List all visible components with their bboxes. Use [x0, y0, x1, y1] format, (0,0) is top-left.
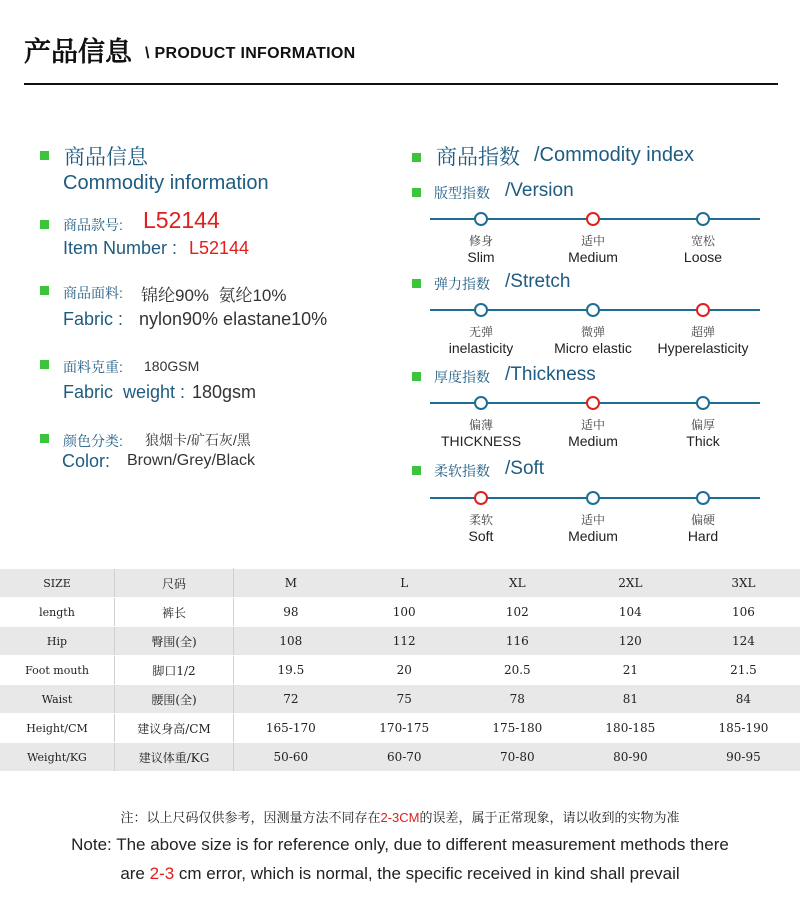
scale-option-cn: 适中	[580, 234, 605, 248]
size-table	[0, 568, 800, 772]
note-en-text-b: cm error, which is normal, the specific received in kind shall prevail	[174, 864, 680, 883]
item-label-en: Item Number :	[63, 238, 178, 258]
table-cell: 70-80	[461, 743, 574, 772]
scale-option	[421, 325, 541, 357]
scale-marker	[696, 212, 710, 226]
table-cell: 84	[687, 685, 800, 714]
table-cell: 175-180	[461, 714, 574, 743]
fabric-label-cn: 商品面料:	[63, 285, 123, 301]
table-cell: 165-170	[234, 714, 348, 743]
scale-option	[421, 234, 541, 266]
color-value-cn: 狼烟卡/矿石灰/黑	[145, 432, 251, 448]
scale-option-en: Medium	[568, 433, 618, 449]
page-subtitle: \ PRODUCT INFORMATION	[145, 45, 356, 62]
scale-option-en: Hyperelasticity	[657, 340, 749, 356]
table-cell: 臀围(全)	[115, 627, 234, 656]
color-value-en: Brown/Grey/Black	[127, 452, 256, 469]
scale-option	[643, 325, 763, 357]
scale-marker	[586, 491, 600, 505]
bullet-icon	[412, 372, 421, 381]
note-en-line2	[0, 864, 800, 884]
table-cell: Hip	[0, 627, 115, 656]
fabric-value-cn: 锦纶90% 氨纶10%	[141, 286, 287, 305]
scale-option	[533, 325, 653, 357]
scale-option-cn: 适中	[580, 418, 605, 432]
weight-value-en: 180gsm	[192, 382, 257, 402]
scale-option-en: Soft	[468, 528, 494, 544]
table-cell: length	[0, 598, 115, 627]
scale-option-cn: 微弹	[580, 325, 605, 339]
table-cell: 106	[687, 598, 800, 627]
table-cell: SIZE	[0, 569, 115, 598]
scale-option	[643, 418, 763, 450]
scale-marker	[696, 491, 710, 505]
scale-option-en: Micro elastic	[554, 340, 632, 356]
table-row	[0, 685, 800, 714]
page-title: 产品信息	[24, 37, 132, 67]
table-row	[0, 598, 800, 627]
scale-title-cn: 厚度指数	[434, 369, 490, 385]
table-cell: 112	[348, 627, 461, 656]
table-cell: 19.5	[234, 656, 348, 685]
table-cell: 60-70	[348, 743, 461, 772]
scale-marker	[474, 212, 488, 226]
bullet-icon	[40, 286, 49, 295]
scale-option-cn: 适中	[580, 513, 605, 527]
scale-option-en: Loose	[683, 249, 723, 265]
table-cell: 75	[348, 685, 461, 714]
table-cell: 裤长	[115, 598, 234, 627]
table-cell: 80-90	[574, 743, 687, 772]
note-en-text-a: are	[120, 864, 150, 883]
item-label-cn: 商品款号:	[63, 217, 123, 233]
weight-value-cn: 180GSM	[144, 358, 200, 374]
table-cell: 102	[461, 598, 574, 627]
table-row	[0, 656, 800, 685]
table-row	[0, 714, 800, 743]
scale-title-cn: 柔软指数	[434, 463, 490, 479]
table-cell: 腰围(全)	[115, 685, 234, 714]
index-title-cn: 商品指数	[436, 146, 520, 169]
scale-option-en: inelasticity	[448, 340, 514, 356]
note-cn-text-b: 的误差，属于正常现象，请以收到的实物为准	[419, 810, 680, 825]
scale-option-en: THICKNESS	[440, 433, 522, 449]
table-cell: Foot mouth	[0, 656, 115, 685]
bullet-icon	[412, 279, 421, 288]
table-cell: Weight/KG	[0, 743, 115, 772]
table-cell: 116	[461, 627, 574, 656]
scale-title-cn: 版型指数	[434, 185, 490, 201]
note-en-highlight: 2-3	[149, 864, 175, 883]
bullet-icon	[40, 434, 49, 443]
table-cell: 90-95	[687, 743, 800, 772]
note-cn-highlight: 2-3CM	[380, 810, 420, 825]
color-label-cn: 颜色分类:	[63, 433, 123, 449]
scale-marker	[474, 396, 488, 410]
scale-title-en: /Soft	[505, 458, 545, 479]
table-cell: 20.5	[461, 656, 574, 685]
note-cn-text-a: 注：以上尺码仅供参考，因测量方法不同存在	[120, 810, 381, 825]
scale-option-cn: 柔软	[468, 513, 493, 527]
scale-marker-selected	[474, 491, 488, 505]
bullet-icon	[40, 360, 49, 369]
table-cell: 120	[574, 627, 687, 656]
scale-option-cn: 无弹	[468, 325, 493, 339]
table-cell: Waist	[0, 685, 115, 714]
table-cell: 170-175	[348, 714, 461, 743]
table-cell: 100	[348, 598, 461, 627]
scale-marker	[586, 303, 600, 317]
scale-marker	[696, 396, 710, 410]
scale-option	[533, 513, 653, 545]
table-cell: 78	[461, 685, 574, 714]
commodity-title-en: Commodity information	[63, 172, 269, 194]
scale-option-en: Medium	[568, 528, 618, 544]
header-divider	[24, 83, 778, 85]
scale-option-cn: 修身	[468, 234, 493, 248]
table-cell: 98	[234, 598, 348, 627]
scale-title-en: /Version	[505, 180, 574, 201]
table-cell: 124	[687, 627, 800, 656]
scale-option-en: Thick	[686, 433, 720, 449]
table-cell: 21.5	[687, 656, 800, 685]
item-number: L52144	[143, 207, 220, 233]
item-number-en: L52144	[189, 238, 250, 258]
scale-option-en: Slim	[467, 249, 495, 265]
scale-title-cn: 弹力指数	[434, 276, 490, 292]
color-label-en: Color:	[62, 451, 111, 471]
scale-option-cn: 超弹	[690, 325, 715, 339]
table-cell: M	[234, 569, 348, 598]
scale-option	[421, 513, 541, 545]
table-cell: 2XL	[574, 569, 687, 598]
bullet-icon	[40, 220, 49, 229]
note-en-line1: Note: The above size is for reference only, due to different measurement methods there	[71, 835, 729, 854]
scale-marker-selected	[696, 303, 710, 317]
bullet-icon	[412, 466, 421, 475]
scale-marker	[474, 303, 488, 317]
table-cell: 3XL	[687, 569, 800, 598]
scale-option-cn: 偏硬	[690, 513, 715, 527]
table-cell: 72	[234, 685, 348, 714]
scale-option-cn: 偏薄	[468, 418, 493, 432]
commodity-title-cn: 商品信息	[64, 146, 148, 169]
table-cell: 185-190	[687, 714, 800, 743]
fabric-label-en: Fabric :	[63, 309, 124, 329]
table-cell: 20	[348, 656, 461, 685]
index-title-en: /Commodity index	[534, 144, 695, 166]
table-header-row	[0, 569, 800, 598]
table-cell: Height/CM	[0, 714, 115, 743]
note-cn	[0, 807, 800, 826]
table-cell: 尺码	[115, 569, 234, 598]
table-cell: 脚口1/2	[115, 656, 234, 685]
scale-option-en: Medium	[568, 249, 618, 265]
scale-option	[643, 513, 763, 545]
table-cell: 104	[574, 598, 687, 627]
scale-option-cn: 宽松	[690, 234, 715, 248]
table-cell: 108	[234, 627, 348, 656]
scale-title-en: /Stretch	[505, 271, 571, 292]
table-cell: 50-60	[234, 743, 348, 772]
scale-option-en: Hard	[687, 528, 719, 544]
bullet-icon	[412, 153, 421, 162]
scale-title-en: /Thickness	[505, 364, 596, 385]
table-row	[0, 627, 800, 656]
table-cell: 81	[574, 685, 687, 714]
scale-option	[533, 234, 653, 266]
scale-marker-selected	[586, 396, 600, 410]
fabric-value-en: nylon90% elastane10%	[139, 309, 328, 329]
table-cell: 建议体重/KG	[115, 743, 234, 772]
bullet-icon	[412, 188, 421, 197]
weight-label-cn: 面料克重:	[63, 359, 123, 375]
table-cell: 180-185	[574, 714, 687, 743]
table-cell: 建议身高/CM	[115, 714, 234, 743]
scale-marker-selected	[586, 212, 600, 226]
bullet-icon	[40, 151, 49, 160]
scale-option	[533, 418, 653, 450]
scale-option-cn: 偏厚	[690, 418, 715, 432]
scale-option	[421, 418, 541, 450]
weight-label-en: Fabric weight :	[63, 382, 186, 402]
scale-option	[643, 234, 763, 266]
table-cell: L	[348, 569, 461, 598]
table-row	[0, 743, 800, 772]
table-cell: 21	[574, 656, 687, 685]
table-cell: XL	[461, 569, 574, 598]
